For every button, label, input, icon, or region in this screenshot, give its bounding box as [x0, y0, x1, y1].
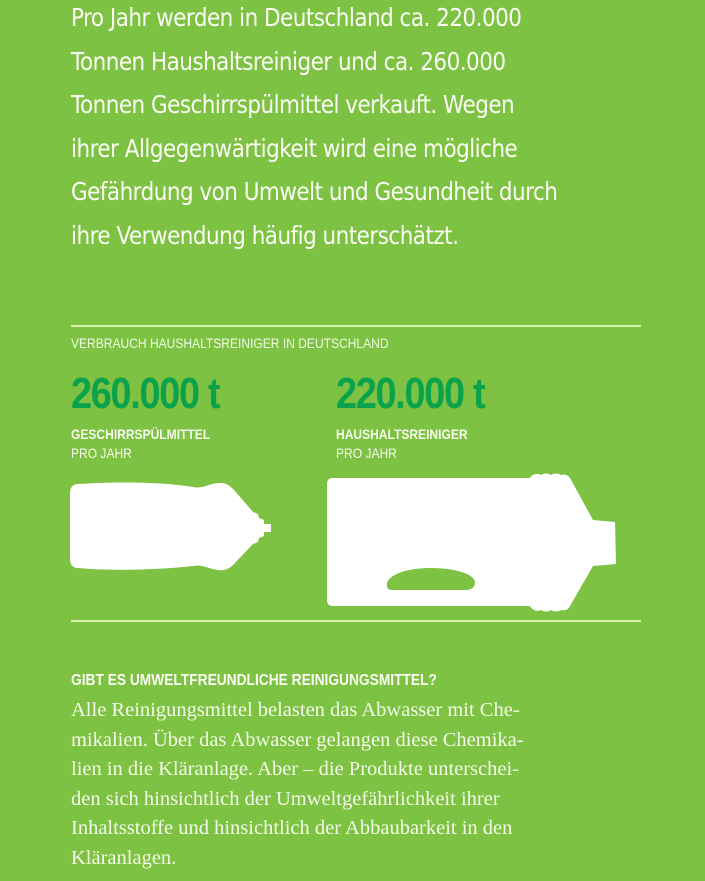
stat-value: 260.000 t [71, 369, 220, 418]
stat-label: GESCHIRRSPÜLMITTEL [71, 426, 211, 442]
cleaner-jug-icon [325, 472, 625, 612]
body-line: den sich hinsichtlich der Umweltgefährlichkeit ihrer [71, 787, 500, 810]
bottom-divider [71, 620, 641, 622]
dish-soap-bottle-icon [68, 478, 288, 573]
intro-line: Pro Jahr werden in Deutschland ca. 220.000 [71, 3, 522, 32]
stat-value: 220.000 t [336, 369, 485, 418]
body-line: Inhaltsstoffe und hinsichtlich der Abbaubarkeit in den [71, 817, 513, 839]
section-body [71, 696, 524, 873]
stat-sublabel: PRO JAHR [336, 445, 397, 461]
intro-line: Gefährdung von Umwelt und Gesundheit durch [71, 177, 558, 206]
stat-dish-soap [71, 369, 243, 462]
top-divider [71, 325, 641, 327]
body-line: Kläranlagen. [71, 846, 177, 869]
infographic-title: VERBRAUCH HAUSHALTSREINIGER IN DEUTSCHLAND [71, 335, 389, 351]
body-line: mikalien. Über das Abwasser gelangen diese Chemika- [71, 728, 524, 751]
intro-line: ihrer Allgegenwärtigkeit wird eine mögliche [71, 133, 518, 163]
intro-line: Tonnen Geschirrspülmittel verkauft. Wegen [71, 90, 515, 119]
intro-paragraph [71, 0, 673, 257]
stat-label: HAUSHALTSREINIGER [336, 426, 468, 442]
stat-household-cleaner [336, 369, 508, 462]
intro-line: Tonnen Haushaltsreiniger und ca. 260.000 [71, 46, 506, 76]
section-heading: GIBT ES UMWELTFREUNDLICHE REINIGUNGSMITTEL? [71, 672, 437, 689]
stat-sublabel: PRO JAHR [71, 445, 132, 461]
body-line: lien in die Kläranlage. Aber – die Produkte unterschei- [71, 758, 520, 780]
intro-line: ihre Verwendung häufig unterschätzt. [71, 220, 459, 250]
body-line: Alle Reinigungsmittel belasten das Abwasser mit Che- [71, 699, 520, 721]
